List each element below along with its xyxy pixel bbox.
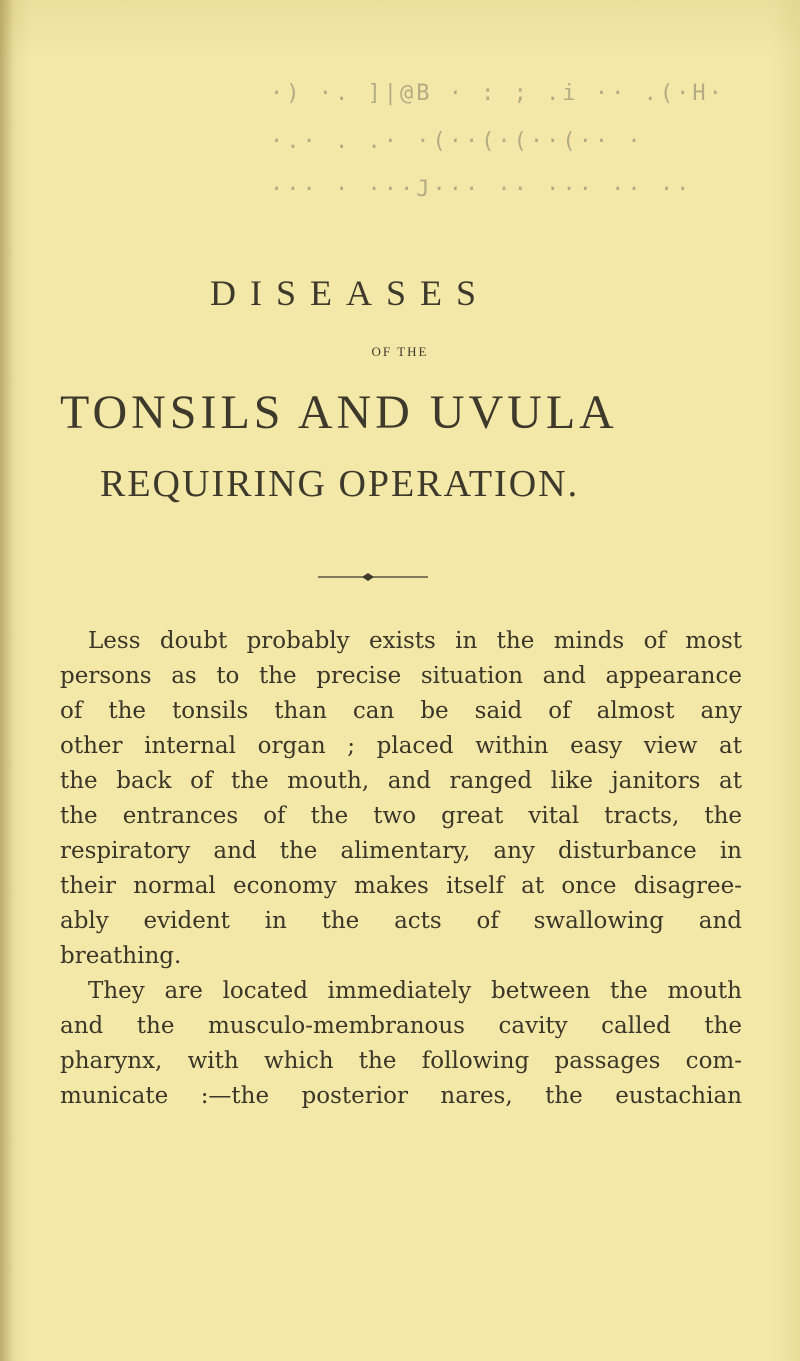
paragraph-line: and the musculo-membranous cavity called the [60, 1013, 742, 1039]
page-spine-shadow [0, 0, 14, 1361]
paragraph-line: the back of the mouth, and ranged like janitors at [60, 768, 742, 794]
bleed-through-text [270, 70, 740, 200]
paragraph-line: ably evident in the acts of swallowing and [60, 908, 742, 934]
paragraph-line: other internal organ ; placed within easy view at [60, 733, 742, 759]
paragraph-line: of the tonsils than can be said of almost any [60, 698, 742, 724]
paragraph-line: their normal economy makes itself at once disagree- [60, 873, 742, 899]
paragraph-line: Less doubt probably exists in the minds of most [88, 628, 742, 654]
title-diseases: DISEASES [210, 273, 491, 313]
title-of-the: OF THE [371, 344, 429, 359]
bleed-through-line: ·) ·. ]|@B · : ; .i ·· .(·H· [270, 81, 725, 106]
paragraph-line: pharynx, with which the following passages com- [60, 1048, 742, 1074]
paragraph-line: persons as to the precise situation and appearance [60, 663, 742, 689]
paragraph-line: the entrances of the two great vital tracts, the [60, 803, 742, 829]
title-requiring-operation: REQUIRING OPERATION. [100, 463, 580, 505]
paragraph-line: breathing. [60, 943, 182, 969]
bleed-through-line: ·.· . .· ·(··(·(··(·· · [270, 129, 644, 154]
ornamental-divider [318, 571, 428, 583]
paragraph-line: respiratory and the alimentary, any disturbance in [60, 838, 742, 864]
bleed-through-line: ··· · ···J··· ·· ··· ·· ·· [270, 177, 693, 200]
paragraph-line: municate :—the posterior nares, the eustachian [60, 1083, 742, 1109]
title-tonsils-and-uvula: TONSILS AND UVULA [60, 386, 618, 439]
paragraph-line: They are located immediately between the mouth [88, 978, 742, 1004]
body-text [60, 624, 742, 1114]
